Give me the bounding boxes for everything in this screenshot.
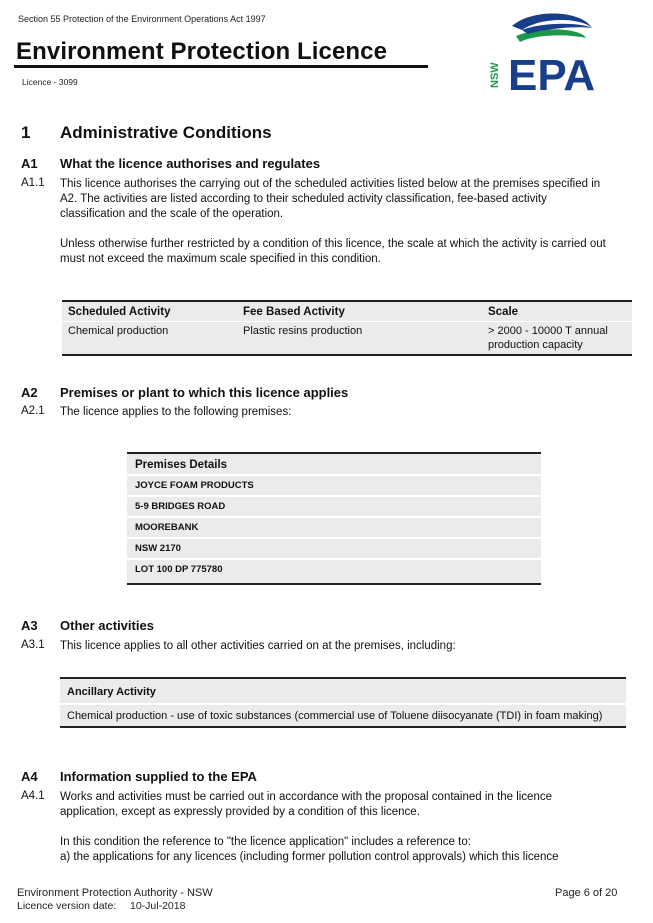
table-cell: Plastic resins production — [237, 322, 482, 356]
table-cell: JOYCE FOAM PRODUCTS — [127, 475, 541, 496]
a2-1-number: A2.1 — [21, 405, 45, 417]
table-row — [127, 475, 541, 496]
licence-number: Licence - 3099 — [22, 77, 78, 87]
nsw-epa-logo — [482, 12, 614, 96]
column-header: Fee Based Activity — [237, 301, 482, 322]
table-row — [127, 559, 541, 584]
column-header: Ancillary Activity — [60, 678, 626, 704]
footer-version — [17, 900, 186, 912]
logo-nsw-text: NSW — [489, 62, 501, 88]
footer-authority: Environment Protection Authority - NSW — [17, 887, 213, 899]
a1-heading: What the licence authorises and regulates — [60, 156, 321, 171]
ancillary-activity-table — [60, 677, 626, 728]
table-row — [60, 704, 626, 727]
table-row — [127, 517, 541, 538]
table-row — [62, 322, 632, 356]
a3-1-paragraph: This licence applies to all other activities carried on at the premises, including: — [60, 640, 456, 652]
a3-number: A3 — [21, 618, 38, 633]
a2-heading: Premises or plant to which this licence applies — [60, 385, 349, 400]
a4-1-number: A4.1 — [21, 790, 45, 802]
scheduled-activity-table — [62, 300, 632, 356]
column-header: Premises Details — [127, 453, 541, 475]
a1-1-number: A1.1 — [21, 177, 45, 189]
table-row — [127, 496, 541, 517]
table-cell: 5-9 BRIDGES ROAD — [127, 496, 541, 517]
table-cell: LOT 100 DP 775780 — [127, 559, 541, 584]
a4-heading: Information supplied to the EPA — [60, 769, 257, 784]
table-row — [127, 538, 541, 559]
column-header: Scale — [482, 301, 632, 322]
logo-epa-text: EPA — [508, 51, 596, 96]
table-cell: MOOREBANK — [127, 517, 541, 538]
page-title: Environment Protection Licence — [16, 38, 388, 65]
a2-1-paragraph: The licence applies to the following premises: — [60, 406, 292, 418]
table-cell: Chemical production — [62, 322, 237, 356]
a4-1-paragraph-2: In this condition the reference to "the licence application" includes a reference to: — [60, 836, 471, 848]
title-divider — [14, 65, 428, 68]
table-cell: NSW 2170 — [127, 538, 541, 559]
a1-1-paragraph-2: Unless otherwise further restricted by a condition of this licence, the scale at which the activity is carried out must not exceed the maximum scale specified in this condition. — [60, 238, 606, 265]
a4-1-paragraph-3: a) the applications for any licences (including former pollution control approvals) which this licence — [60, 851, 559, 863]
a4-number: A4 — [21, 769, 38, 784]
section-title: Administrative Conditions — [60, 123, 272, 142]
table-cell: > 2000 - 10000 T annual production capacity — [482, 322, 632, 356]
a4-1-paragraph-1: Works and activities must be carried out in accordance with the proposal contained in the licence application, except as expressly provided by a condition of this licence. — [60, 791, 552, 818]
table-cell: Chemical production - use of toxic substances (commercial use of Toluene diisocyanate (TDI) in foam making) — [60, 704, 626, 727]
footer-version-label: Licence version date: — [17, 900, 117, 912]
premises-details-table — [127, 452, 541, 585]
column-header: Scheduled Activity — [62, 301, 237, 322]
act-reference: Section 55 Protection of the Environment Operations Act 1997 — [18, 14, 266, 24]
a1-1-paragraph-1: This licence authorises the carrying out of the scheduled activities listed below at the premises specified in A2. The activities are listed according to their scheduled activity classification, fee-based activity classification and the scale of the operation. — [60, 178, 601, 220]
a3-1-number: A3.1 — [21, 639, 45, 651]
a3-heading: Other activities — [60, 618, 154, 633]
footer-version-date: 10-Jul-2018 — [130, 900, 186, 912]
a2-number: A2 — [21, 385, 38, 400]
a1-number: A1 — [21, 156, 38, 171]
section-number: 1 — [21, 123, 31, 142]
page-number: Page 6 of 20 — [555, 887, 618, 899]
